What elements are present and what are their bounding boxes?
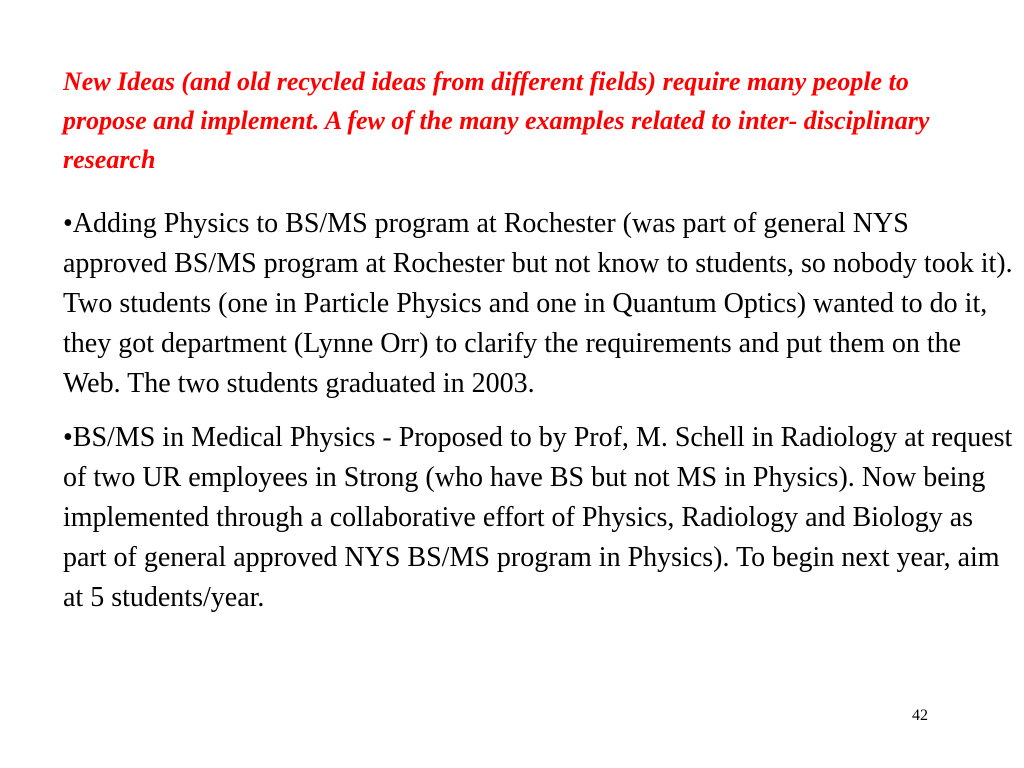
bullet-item-medical-physics: •BS/MS in Medical Physics - Proposed to by Prof, M. Schell in Radiology at request of two UR employees in Strong (who have BS but not MS in Physics). Now being implemented through a collaborative effort of Physics, Radiology and Biology as part of general approved NYS BS/MS program in Physics). To begin next year, aim at 5 students/year.	[63, 422, 1013, 613]
slide-heading: New Ideas (and old recycled ideas from different fields) require many people to propose and implement. A few of the many examples related to inter- disciplinary research	[63, 67, 930, 174]
bullet-item-physics-bs-ms: •Adding Physics to BS/MS program at Rochester (was part of general NYS approved BS/MS program at Rochester but not know to students, so nobody took it). Two students (one in Particle Physics and one in Quantum Optics) wanted to do it, they got department (Lynne Orr) to clarify the requirements and put them on the Web. The two students graduated in 2003.	[63, 208, 1013, 399]
slide-number: 42	[912, 707, 928, 724]
bullet-list	[63, 204, 1019, 618]
